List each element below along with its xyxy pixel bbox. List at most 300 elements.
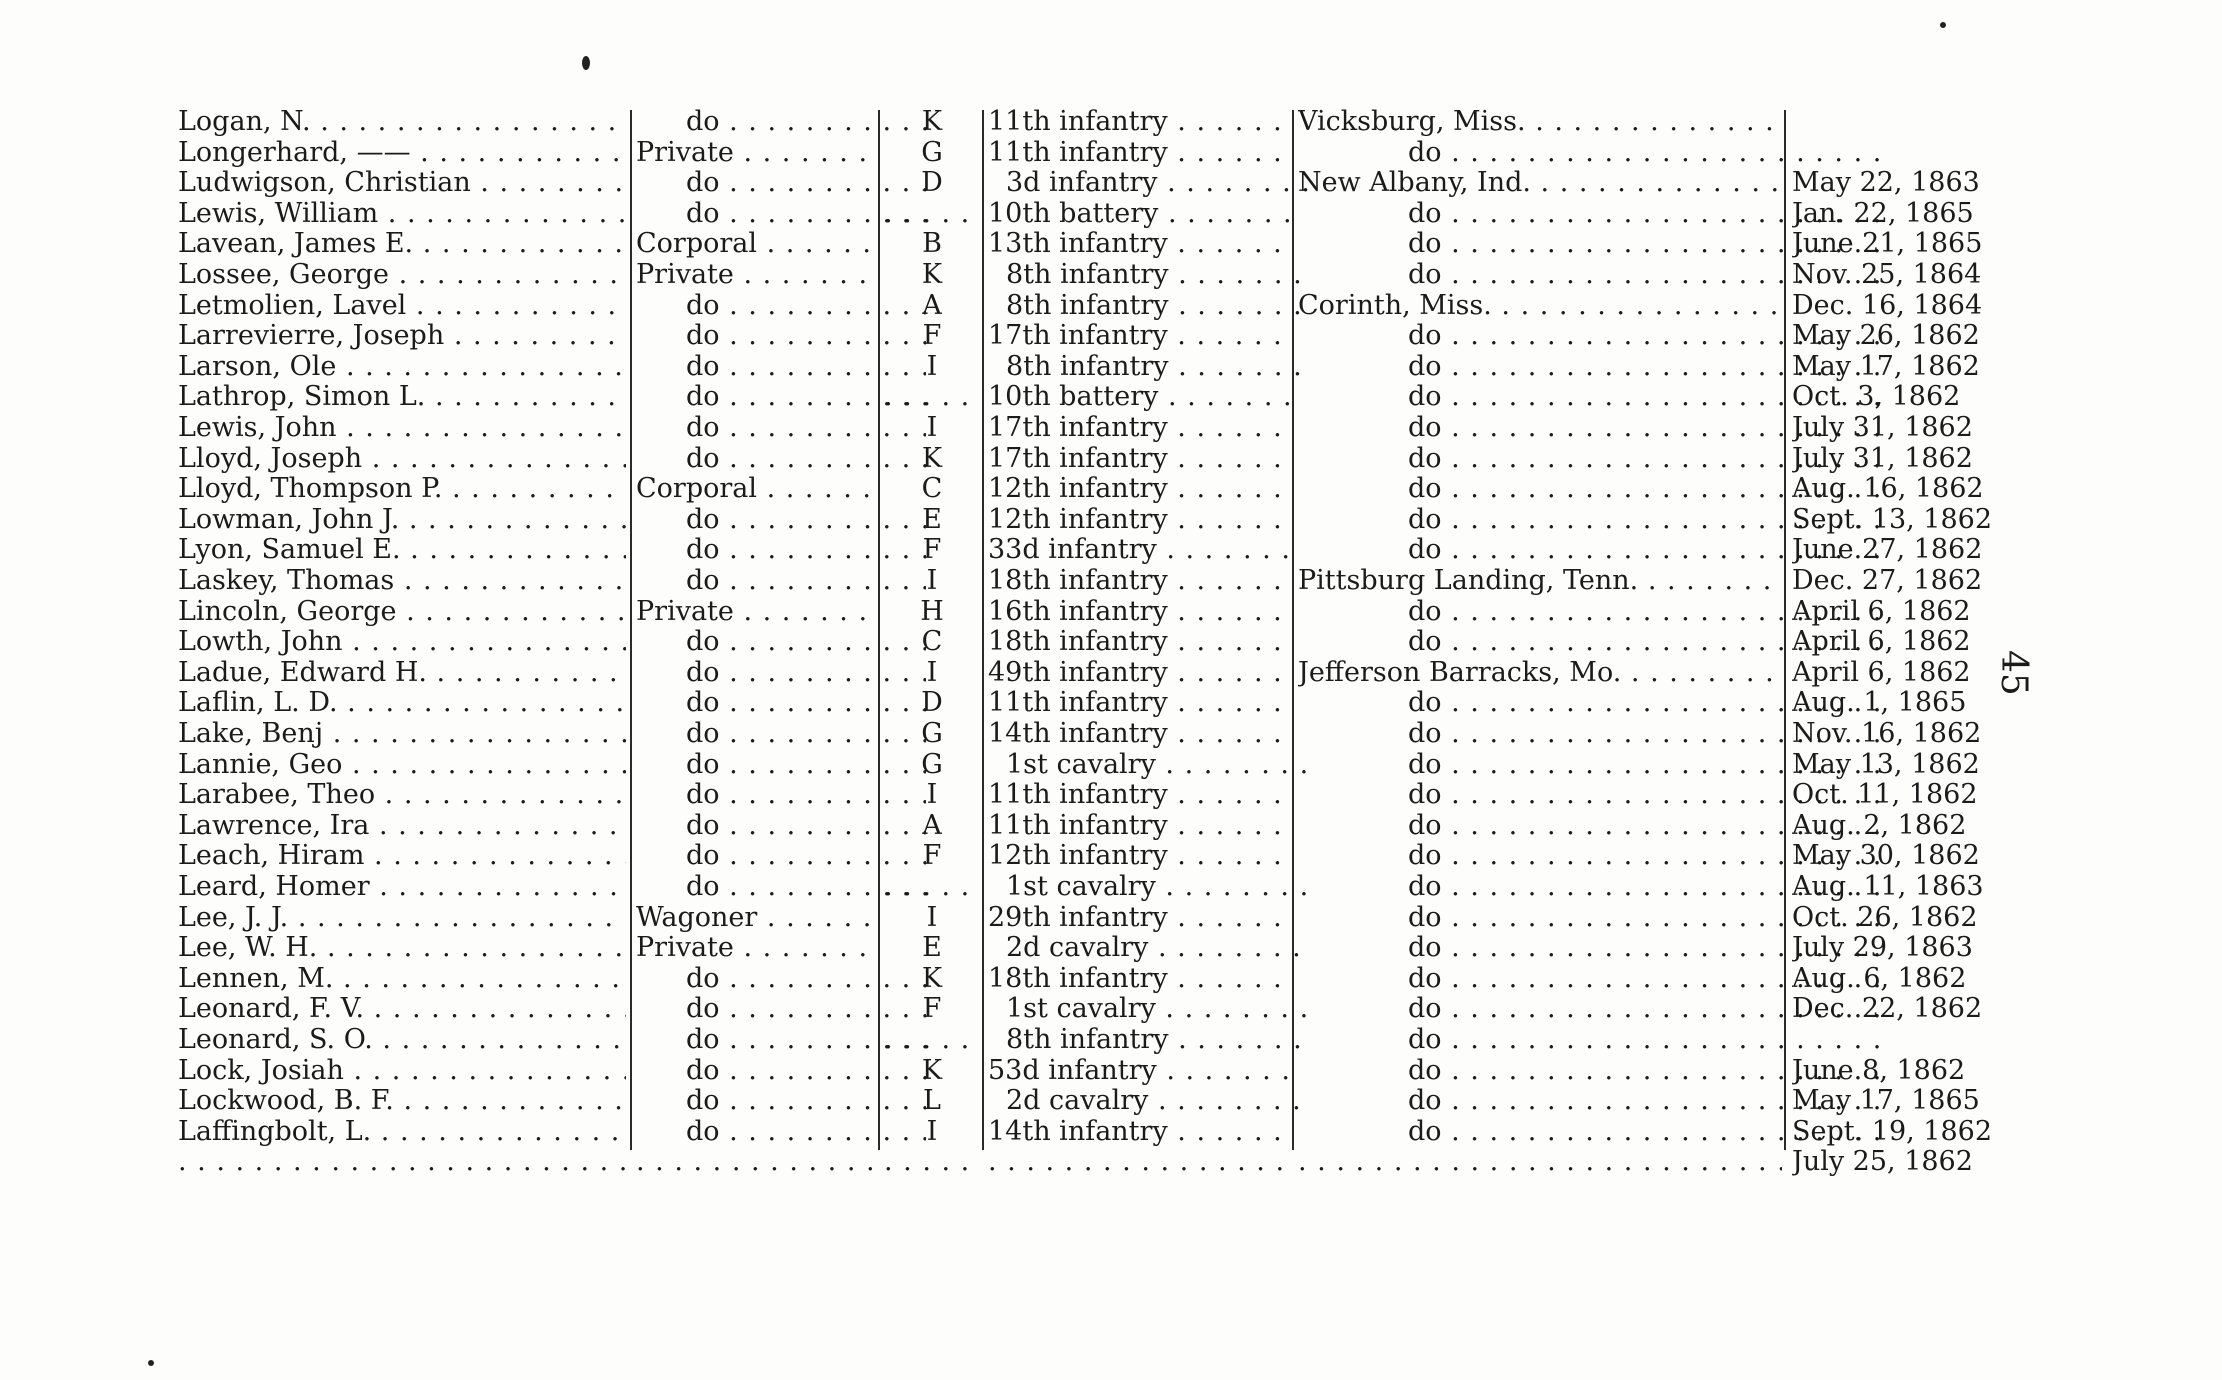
company-cell — [884, 198, 980, 229]
company-cell — [884, 871, 980, 902]
name-text: Larrevierre, Joseph . . . — [178, 320, 626, 351]
regiment-text: 2d cavalry . . . — [1006, 1085, 1308, 1116]
name-cell — [178, 137, 626, 168]
name-text: Ludwigson, Christian . . . — [178, 167, 626, 198]
name-cell — [178, 596, 626, 627]
rank-text: do . . . — [686, 779, 926, 810]
company-text: K — [921, 442, 943, 474]
place-text: do . . . — [1408, 749, 1892, 780]
name-text: Lavean, James E. . . . — [178, 228, 626, 259]
name-cell — [178, 106, 626, 137]
regiment-cell — [988, 290, 1308, 321]
rank-cell — [636, 993, 926, 1024]
date-text: June 8, 1862 — [1792, 1054, 1966, 1086]
name-cell — [178, 351, 626, 382]
name-cell — [178, 565, 626, 596]
regiment-cell — [988, 137, 1290, 168]
name-cell — [178, 718, 626, 749]
table-row — [0, 290, 2222, 321]
name-text: Laskey, Thomas . . . — [178, 565, 626, 596]
company-text: D — [921, 167, 943, 199]
company-cell — [884, 902, 980, 933]
rank-text: Private . . . — [636, 932, 876, 963]
company-text: F — [922, 320, 942, 352]
regiment-text: 49th infantry . . . — [988, 657, 1290, 688]
company-cell — [884, 259, 980, 290]
date-cell — [1792, 810, 2042, 841]
table-row — [0, 657, 2222, 688]
regiment-cell — [988, 596, 1290, 627]
regiment-cell — [988, 504, 1290, 535]
place-text: do . . . — [1408, 902, 1892, 933]
rank-cell — [636, 412, 926, 443]
date-cell — [1792, 381, 2042, 412]
rank-cell — [636, 534, 926, 565]
regiment-cell — [988, 1085, 1308, 1116]
place-text: Pittsburg Landing, Tenn. . . . — [1298, 565, 1782, 596]
date-cell — [1792, 840, 2042, 871]
name-text: Lloyd, Thompson P. . . . — [178, 473, 626, 504]
company-text: H — [920, 595, 944, 627]
rank-cell — [636, 687, 926, 718]
name-text: Lowth, John . . . — [178, 626, 626, 657]
date-text: May 30, 1862 — [1792, 840, 1980, 872]
place-text: do . . . — [1408, 596, 1892, 627]
company-cell — [884, 412, 980, 443]
date-cell — [1792, 718, 2042, 749]
place-text: do . . . — [1408, 381, 1892, 412]
date-cell — [1792, 106, 2042, 137]
regiment-text: 14th infantry . . . — [988, 1116, 1290, 1147]
name-text: Leonard, S. O. . . . — [178, 1024, 626, 1055]
rank-cell — [636, 504, 926, 535]
rank-text: Corporal . . . — [636, 228, 876, 259]
date-cell — [1792, 1116, 2042, 1147]
company-cell — [884, 779, 980, 810]
name-text: Lee, J. J. . . . — [178, 902, 626, 933]
date-cell — [1792, 259, 2042, 290]
date-text: May 22, 1863 — [1792, 167, 1980, 199]
company-cell — [884, 626, 980, 657]
regiment-text — [988, 1146, 1290, 1177]
rank-cell — [636, 1055, 926, 1086]
company-text: G — [921, 136, 943, 168]
name-text: Lee, W. H. . . . — [178, 932, 626, 963]
company-text: K — [921, 962, 943, 994]
regiment-cell — [988, 657, 1290, 688]
company-cell — [884, 657, 980, 688]
date-text: Oct. 26, 1862 — [1792, 901, 1978, 933]
name-text: Lossee, George . . . — [178, 259, 626, 290]
name-text: Larabee, Theo . . . — [178, 779, 626, 810]
place-text: do . . . — [1408, 412, 1892, 443]
company-text: I — [926, 656, 938, 688]
rank-cell — [636, 259, 876, 290]
table-row — [0, 106, 2222, 137]
date-cell — [1792, 167, 2042, 198]
company-cell — [884, 1024, 980, 1055]
table-row — [0, 1116, 2222, 1147]
regiment-text: 16th infantry . . . — [988, 596, 1290, 627]
regiment-text: 18th infantry . . . — [988, 626, 1290, 657]
company-cell — [884, 1055, 980, 1086]
place-text: do . . . — [1408, 932, 1892, 963]
leader-dots — [884, 871, 980, 902]
name-cell — [178, 228, 626, 259]
name-cell — [178, 504, 626, 535]
regiment-text: 10th battery . . . — [988, 198, 1290, 229]
place-cell — [1298, 565, 1782, 596]
name-text: Lake, Benj . . . — [178, 718, 626, 749]
company-cell — [884, 137, 980, 168]
rank-text: do . . . — [686, 687, 926, 718]
regiment-text: 18th infantry . . . — [988, 963, 1290, 994]
place-text: do . . . — [1408, 1055, 1892, 1086]
place-cell — [1298, 106, 1782, 137]
date-cell — [1792, 1055, 2042, 1086]
place-text: do . . . — [1408, 871, 1892, 902]
name-text: Lewis, John . . . — [178, 412, 626, 443]
regiment-cell — [988, 228, 1290, 259]
regiment-text: 17th infantry . . . — [988, 320, 1290, 351]
date-cell — [1792, 534, 2042, 565]
leader-dots — [884, 198, 980, 229]
rank-text: do . . . — [686, 290, 926, 321]
place-text: do . . . — [1408, 993, 1892, 1024]
company-text: I — [926, 565, 938, 596]
regiment-text: 33d infantry . . . — [988, 534, 1290, 565]
company-text: I — [926, 901, 938, 933]
regiment-text: 13th infantry . . . — [988, 228, 1290, 259]
leader-dots — [884, 381, 980, 412]
regiment-cell — [988, 259, 1308, 290]
table-row — [0, 137, 2222, 168]
name-cell — [178, 963, 626, 994]
name-cell — [178, 1055, 626, 1086]
regiment-cell — [988, 1055, 1290, 1086]
company-text: A — [922, 289, 942, 321]
company-cell — [884, 963, 980, 994]
name-text: Leonard, F. V. . . . — [178, 993, 626, 1024]
regiment-cell — [988, 534, 1290, 565]
name-text: Lawrence, Ira . . . — [178, 810, 626, 841]
rank-text: do . . . — [686, 198, 926, 229]
place-cell — [1298, 1146, 1782, 1177]
date-text: Aug. 6, 1862 — [1792, 962, 1967, 994]
regiment-text: 11th infantry . . . — [988, 810, 1290, 841]
company-text: G — [921, 748, 943, 780]
name-text: Logan, N. . . . — [178, 106, 626, 137]
rank-cell — [636, 963, 926, 994]
date-text: Nov. 25, 1864 — [1792, 259, 1982, 290]
ink-speck — [148, 1360, 154, 1366]
company-cell — [884, 473, 980, 504]
name-text: Laflin, L. D. . . . — [178, 687, 626, 718]
regiment-cell — [988, 626, 1290, 657]
rank-cell — [636, 596, 876, 627]
regiment-text: 11th infantry . . . — [988, 779, 1290, 810]
regiment-cell — [988, 871, 1308, 902]
date-text: May 17, 1865 — [1792, 1085, 1980, 1117]
rank-text: do . . . — [686, 871, 926, 902]
company-cell — [884, 290, 980, 321]
regiment-text: 17th infantry . . . — [988, 443, 1290, 474]
name-text: Longerhard, —— . . . — [178, 137, 626, 168]
rank-text: Private . . . — [636, 596, 876, 627]
rank-cell — [636, 902, 876, 933]
rank-cell — [636, 290, 926, 321]
name-cell — [178, 412, 626, 443]
rank-text — [636, 1146, 876, 1177]
name-cell — [178, 198, 626, 229]
date-text: April 6, 1862 — [1792, 595, 1971, 627]
regiment-text: 29th infantry . . . — [988, 902, 1290, 933]
rank-text: do . . . — [686, 749, 926, 780]
company-text: K — [921, 1054, 943, 1086]
table-row — [0, 993, 2222, 1024]
rank-text: Wagoner . . . — [636, 902, 876, 933]
company-text: L — [923, 1085, 941, 1117]
place-text: do . . . — [1408, 259, 1892, 290]
name-cell — [178, 320, 626, 351]
rank-cell — [636, 320, 926, 351]
date-cell — [1792, 320, 2042, 351]
company-text: A — [922, 809, 942, 841]
table-row — [0, 1024, 2222, 1055]
company-text: F — [922, 993, 942, 1025]
place-text: New Albany, Ind. . . . — [1298, 167, 1782, 198]
name-cell — [178, 810, 626, 841]
date-cell — [1792, 871, 2042, 902]
table-row — [0, 412, 2222, 443]
date-cell — [1792, 993, 2042, 1024]
rank-cell — [636, 749, 926, 780]
name-text: Lyon, Samuel E. . . . — [178, 534, 626, 565]
date-text: April 6, 1862 — [1792, 626, 1971, 658]
name-cell — [178, 871, 626, 902]
rank-cell — [636, 1146, 876, 1177]
rank-text: do . . . — [686, 1116, 926, 1147]
date-cell — [1792, 963, 2042, 994]
company-text: I — [926, 779, 938, 811]
table-row — [0, 381, 2222, 412]
company-cell — [884, 840, 980, 871]
regiment-cell — [988, 963, 1290, 994]
rank-cell — [636, 1024, 926, 1055]
company-text: G — [921, 718, 943, 749]
table-row — [0, 840, 2222, 871]
rank-text: do . . . — [686, 412, 926, 443]
date-cell — [1792, 351, 2042, 382]
regiment-text: 53d infantry . . . — [988, 1055, 1290, 1086]
place-cell — [1298, 290, 1782, 321]
rank-cell — [636, 473, 876, 504]
date-text: Aug. 11, 1863 — [1792, 871, 1984, 902]
date-cell — [1792, 902, 2042, 933]
company-cell — [884, 718, 980, 749]
name-text: Lowman, John J. . . . — [178, 504, 626, 535]
rank-text: Private . . . — [636, 137, 876, 168]
date-text: Dec. 16, 1864 — [1792, 289, 1983, 321]
table-row — [0, 810, 2222, 841]
rank-cell — [636, 871, 926, 902]
regiment-cell — [988, 902, 1290, 933]
rank-text: do . . . — [686, 504, 926, 535]
regiment-text: 12th infantry . . . — [988, 473, 1290, 504]
table-row — [0, 443, 2222, 474]
name-text: Leard, Homer . . . — [178, 871, 626, 902]
company-cell — [884, 228, 980, 259]
date-cell — [1792, 1085, 2042, 1116]
table-row — [0, 932, 2222, 963]
regiment-cell — [988, 351, 1308, 382]
place-text: do . . . — [1408, 504, 1892, 535]
date-text: July 29, 1863 — [1792, 932, 1973, 964]
name-cell — [178, 1024, 626, 1055]
place-text: do . . . — [1408, 443, 1892, 474]
date-text: July 31, 1862 — [1792, 412, 1973, 443]
rank-text: do . . . — [686, 1024, 926, 1055]
company-text: K — [921, 259, 943, 290]
regiment-cell — [988, 1146, 1290, 1177]
rank-cell — [636, 840, 926, 871]
name-cell — [178, 932, 626, 963]
place-text: do . . . — [1408, 718, 1892, 749]
company-text: I — [926, 412, 938, 443]
date-text: Oct. 11, 1862 — [1792, 779, 1978, 811]
date-cell — [1792, 290, 2042, 321]
rank-cell — [636, 779, 926, 810]
date-text: April 6, 1862 — [1792, 656, 1971, 688]
table-row — [0, 963, 2222, 994]
place-text: Jefferson Barracks, Mo. . . . — [1298, 657, 1782, 688]
table-row — [0, 871, 2222, 902]
company-cell — [884, 320, 980, 351]
company-cell — [884, 749, 980, 780]
regiment-text: 1st cavalry . . . — [1006, 993, 1308, 1024]
date-text: Nov. 16, 1862 — [1792, 718, 1982, 749]
rank-cell — [636, 351, 926, 382]
name-cell — [178, 626, 626, 657]
rank-text: Private . . . — [636, 259, 876, 290]
regiment-cell — [988, 687, 1290, 718]
place-text: do . . . — [1408, 198, 1892, 229]
date-cell — [1792, 473, 2042, 504]
regiment-text: 8th infantry . . . — [1006, 259, 1308, 290]
name-cell — [178, 443, 626, 474]
place-text: do . . . — [1408, 687, 1892, 718]
regiment-cell — [988, 443, 1290, 474]
rank-cell — [636, 443, 926, 474]
regiment-text: 10th battery . . . — [988, 381, 1290, 412]
rank-text: do . . . — [686, 810, 926, 841]
name-cell — [178, 167, 626, 198]
regiment-text: 8th infantry . . . — [1006, 290, 1308, 321]
name-cell — [178, 290, 626, 321]
leader-dots — [884, 1024, 980, 1055]
name-cell — [178, 259, 626, 290]
name-cell — [178, 840, 626, 871]
regiment-cell — [988, 749, 1308, 780]
date-cell — [1792, 565, 2042, 596]
name-text: Lennen, M. . . . — [178, 963, 626, 994]
date-cell — [1792, 443, 2042, 474]
table-row — [0, 473, 2222, 504]
rank-cell — [636, 810, 926, 841]
rank-cell — [636, 657, 926, 688]
regiment-text: 12th infantry . . . — [988, 504, 1290, 535]
date-cell — [1792, 596, 2042, 627]
company-text: E — [922, 503, 942, 535]
date-text: May 17, 1862 — [1792, 350, 1980, 382]
rank-text: do . . . — [686, 657, 926, 688]
rank-cell — [636, 167, 926, 198]
name-text: Ladue, Edward H. . . . — [178, 657, 626, 688]
name-cell — [178, 1116, 626, 1147]
company-text: I — [926, 350, 938, 382]
company-text: C — [921, 473, 943, 505]
date-text: Aug. 2, 1862 — [1792, 809, 1967, 841]
regiment-cell — [988, 810, 1290, 841]
company-cell — [884, 565, 980, 596]
company-cell — [884, 596, 980, 627]
name-cell — [178, 1146, 626, 1177]
rank-cell — [636, 381, 926, 412]
name-text — [178, 1146, 626, 1177]
date-text: May 13, 1862 — [1792, 748, 1980, 780]
company-text: D — [921, 687, 943, 719]
regiment-cell — [988, 381, 1290, 412]
company-cell — [884, 1146, 980, 1177]
place-text: do . . . — [1408, 840, 1892, 871]
place-cell — [1298, 167, 1782, 198]
regiment-text: 8th infantry . . . — [1006, 1024, 1308, 1055]
regiment-text: 18th infantry . . . — [988, 565, 1290, 596]
company-cell — [884, 687, 980, 718]
date-cell — [1792, 1024, 2042, 1055]
rank-text: Corporal . . . — [636, 473, 876, 504]
date-cell — [1792, 228, 2042, 259]
company-cell — [884, 810, 980, 841]
company-cell — [884, 993, 980, 1024]
regiment-text: 1st cavalry . . . — [1006, 871, 1308, 902]
company-cell — [884, 1116, 980, 1147]
date-text: June 21, 1865 — [1792, 228, 1983, 260]
rank-text: do . . . — [686, 1055, 926, 1086]
regiment-text: 1st cavalry . . . — [1006, 749, 1308, 780]
regiment-text: 11th infantry . . . — [988, 687, 1290, 718]
rank-cell — [636, 198, 926, 229]
date-text: Aug. 1, 1865 — [1792, 687, 1967, 719]
table-row — [0, 749, 2222, 780]
name-text: Lock, Josiah . . . — [178, 1055, 626, 1086]
table-row — [0, 1055, 2222, 1086]
table-row — [0, 167, 2222, 198]
regiment-cell — [988, 1024, 1308, 1055]
regiment-cell — [988, 993, 1308, 1024]
page-number: 45 — [1993, 650, 2034, 696]
rank-cell — [636, 565, 926, 596]
table-row — [0, 1085, 2222, 1116]
company-cell — [884, 381, 980, 412]
regiment-text: 11th infantry . . . — [988, 137, 1290, 168]
rank-text: do . . . — [686, 320, 926, 351]
company-text: K — [921, 106, 943, 137]
table-row — [0, 228, 2222, 259]
rank-text: do . . . — [686, 840, 926, 871]
rank-text: do . . . — [686, 1085, 926, 1116]
date-text: May 26, 1862 — [1792, 320, 1980, 352]
